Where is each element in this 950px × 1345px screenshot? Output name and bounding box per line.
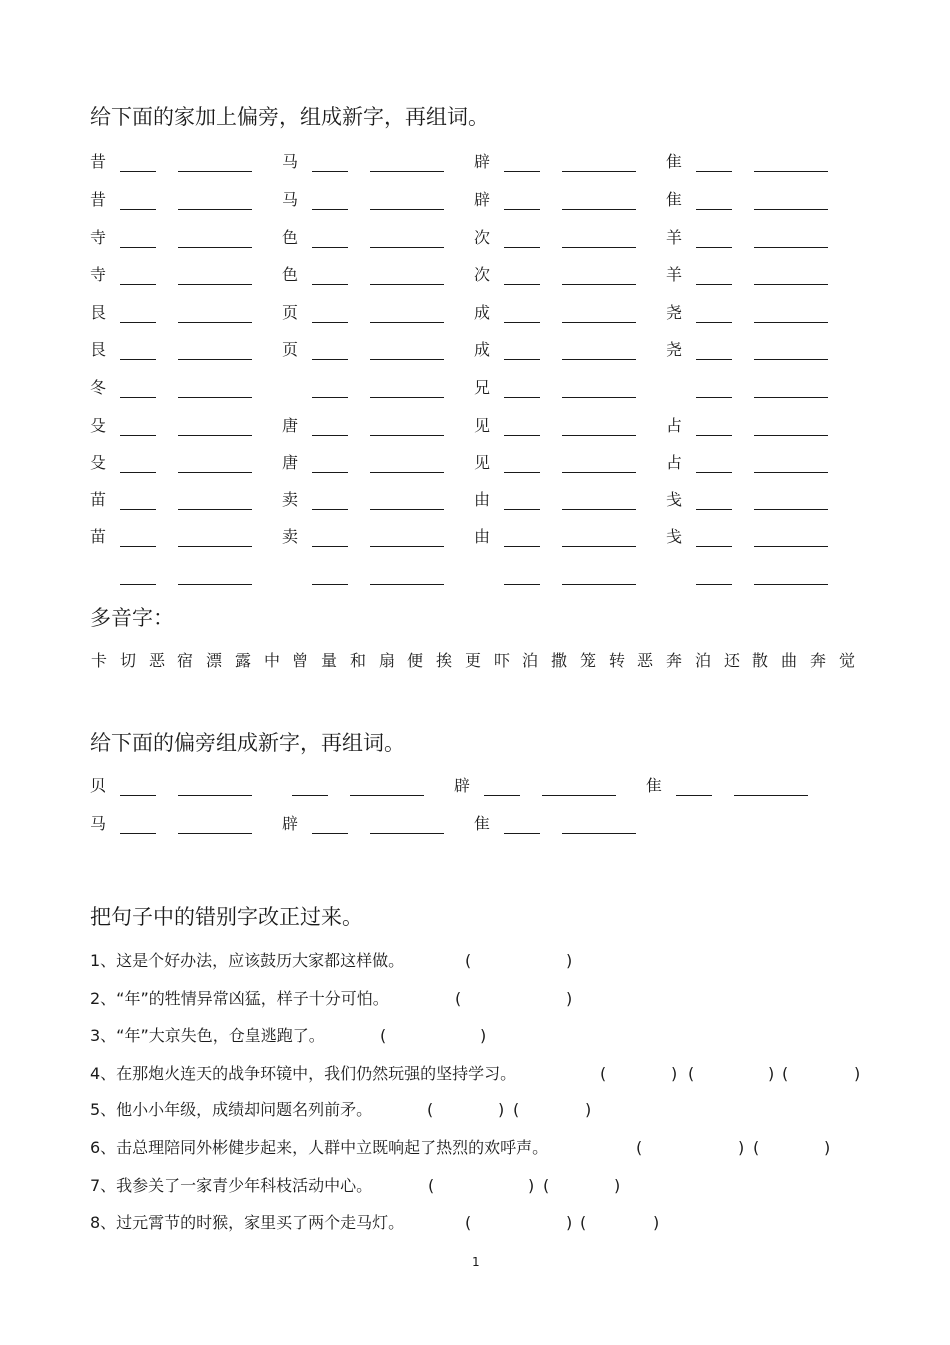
answer-paren-open[interactable]: ( bbox=[465, 1213, 472, 1232]
char-blank[interactable] bbox=[312, 359, 348, 360]
polyphone-char: 奔 bbox=[810, 651, 827, 670]
answer-paren-close: ) bbox=[480, 1026, 487, 1045]
answer-paren-close: ) bbox=[585, 1100, 592, 1119]
char-blank[interactable] bbox=[312, 322, 348, 323]
word-blank[interactable] bbox=[370, 584, 444, 585]
word-blank[interactable] bbox=[562, 247, 636, 248]
char-blank[interactable] bbox=[696, 546, 732, 547]
char-blank[interactable] bbox=[504, 322, 540, 323]
char-blank[interactable] bbox=[696, 472, 732, 473]
radical-char: 卖 bbox=[282, 527, 299, 546]
polyphone-char: 恶 bbox=[149, 651, 166, 670]
char-blank[interactable] bbox=[504, 284, 540, 285]
char-blank[interactable] bbox=[120, 284, 156, 285]
page-number: 1 bbox=[472, 1255, 480, 1269]
radical-char: 唐 bbox=[282, 453, 299, 472]
word-blank[interactable] bbox=[370, 472, 444, 473]
radical-char: 昔 bbox=[90, 152, 107, 171]
answer-paren-open[interactable]: ( bbox=[543, 1176, 550, 1195]
char-blank[interactable] bbox=[312, 472, 348, 473]
radical-char: 苗 bbox=[90, 527, 107, 546]
answer-paren-close: ) bbox=[738, 1138, 745, 1157]
sentence: 5、他小小年级，成绩却问题名列前矛。 bbox=[90, 1100, 373, 1119]
radical-char: 隹 bbox=[666, 152, 683, 171]
polyphone-char: 更 bbox=[465, 651, 482, 670]
word-blank[interactable] bbox=[178, 359, 252, 360]
char-blank[interactable] bbox=[312, 171, 348, 172]
radical-char: 页 bbox=[282, 340, 299, 359]
word-blank[interactable] bbox=[178, 397, 252, 398]
radical-char: 色 bbox=[282, 228, 299, 247]
radical-char: 隹 bbox=[646, 776, 663, 795]
word-blank[interactable] bbox=[562, 171, 636, 172]
sentence: 2、“年”的牲情异常凶猛，样子十分可怕。 bbox=[90, 989, 389, 1008]
word-blank[interactable] bbox=[178, 833, 252, 834]
char-blank[interactable] bbox=[312, 584, 348, 585]
char-blank[interactable] bbox=[504, 833, 540, 834]
sentence: 6、击总理陪同外彬健步起来，人群中立既响起了热烈的欢呼声。 bbox=[90, 1138, 549, 1157]
word-blank[interactable] bbox=[178, 472, 252, 473]
radical-char: 见 bbox=[474, 453, 491, 472]
sentence: 8、过元霄节的时猴，家里买了两个走马灯。 bbox=[90, 1213, 405, 1232]
word-blank[interactable] bbox=[754, 171, 828, 172]
polyphone-char: 恶 bbox=[637, 651, 654, 670]
char-blank[interactable] bbox=[312, 546, 348, 547]
word-blank[interactable] bbox=[370, 359, 444, 360]
polyphone-char: 散 bbox=[752, 651, 769, 670]
radical-char: 戋 bbox=[666, 490, 683, 509]
char-blank[interactable] bbox=[120, 171, 156, 172]
polyphone-char: 觉 bbox=[839, 651, 856, 670]
char-blank[interactable] bbox=[696, 322, 732, 323]
word-blank[interactable] bbox=[754, 322, 828, 323]
section3-title: 给下面的偏旁组成新字，再组词。 bbox=[90, 731, 405, 755]
radical-char: 昔 bbox=[90, 190, 107, 209]
answer-paren-close: ) bbox=[671, 1064, 678, 1083]
word-blank[interactable] bbox=[178, 509, 252, 510]
word-blank[interactable] bbox=[754, 359, 828, 360]
radical-char: 隹 bbox=[666, 190, 683, 209]
polyphone-char: 扇 bbox=[379, 651, 396, 670]
section2-title: 多音字： bbox=[90, 606, 174, 630]
word-blank[interactable] bbox=[370, 833, 444, 834]
radical-char: 苗 bbox=[90, 490, 107, 509]
word-blank[interactable] bbox=[754, 509, 828, 510]
polyphone-char: 漂 bbox=[206, 651, 223, 670]
char-blank[interactable] bbox=[120, 209, 156, 210]
word-blank[interactable] bbox=[178, 435, 252, 436]
polyphone-char: 和 bbox=[350, 651, 367, 670]
answer-paren-close: ) bbox=[614, 1176, 621, 1195]
answer-paren-open[interactable]: ( bbox=[513, 1100, 520, 1119]
char-blank[interactable] bbox=[312, 509, 348, 510]
radical-char: 马 bbox=[282, 190, 299, 209]
radical-char: 次 bbox=[474, 265, 491, 284]
char-blank[interactable] bbox=[504, 397, 540, 398]
word-blank[interactable] bbox=[370, 397, 444, 398]
word-blank[interactable] bbox=[754, 435, 828, 436]
char-blank[interactable] bbox=[504, 209, 540, 210]
char-blank[interactable] bbox=[312, 247, 348, 248]
char-blank[interactable] bbox=[312, 397, 348, 398]
char-blank[interactable] bbox=[676, 795, 712, 796]
polyphone-char: 露 bbox=[235, 651, 252, 670]
radical-char: 寺 bbox=[90, 265, 107, 284]
polyphone-char: 笼 bbox=[580, 651, 597, 670]
word-blank[interactable] bbox=[370, 322, 444, 323]
word-blank[interactable] bbox=[562, 584, 636, 585]
radical-char: 辟 bbox=[282, 814, 299, 833]
char-blank[interactable] bbox=[696, 509, 732, 510]
answer-paren-open[interactable]: ( bbox=[428, 1176, 435, 1195]
radical-char: 占 bbox=[666, 453, 683, 472]
sentence: 3、“年”大京失色，仓皇逃跑了。 bbox=[90, 1026, 325, 1045]
char-blank[interactable] bbox=[120, 397, 156, 398]
word-blank[interactable] bbox=[754, 284, 828, 285]
char-blank[interactable] bbox=[504, 472, 540, 473]
radical-char: 马 bbox=[282, 152, 299, 171]
section1-title: 给下面的家加上偏旁，组成新字，再组词。 bbox=[90, 105, 489, 129]
char-blank[interactable] bbox=[696, 284, 732, 285]
char-blank[interactable] bbox=[504, 359, 540, 360]
radical-char: 殳 bbox=[90, 416, 107, 435]
polyphone-char: 撒 bbox=[551, 651, 568, 670]
word-blank[interactable] bbox=[370, 509, 444, 510]
char-blank[interactable] bbox=[504, 435, 540, 436]
radical-char: 辟 bbox=[474, 152, 491, 171]
answer-paren-open[interactable]: ( bbox=[455, 989, 462, 1008]
answer-paren-open[interactable]: ( bbox=[753, 1138, 760, 1157]
sentence: 4、在那炮火连天的战争环镜中，我们仍然玩强的坚持学习。 bbox=[90, 1064, 517, 1083]
radical-char: 戋 bbox=[666, 527, 683, 546]
word-blank[interactable] bbox=[562, 546, 636, 547]
answer-paren-open[interactable]: ( bbox=[427, 1100, 434, 1119]
char-blank[interactable] bbox=[696, 247, 732, 248]
radical-char: 隹 bbox=[474, 814, 491, 833]
radical-char: 唐 bbox=[282, 416, 299, 435]
polyphone-char: 宿 bbox=[177, 651, 194, 670]
answer-paren-close: ) bbox=[824, 1138, 831, 1157]
polyphone-char: 转 bbox=[609, 651, 626, 670]
char-blank[interactable] bbox=[484, 795, 520, 796]
radical-char: 马 bbox=[90, 814, 107, 833]
char-blank[interactable] bbox=[504, 546, 540, 547]
word-blank[interactable] bbox=[370, 546, 444, 547]
polyphone-char: 挨 bbox=[436, 651, 453, 670]
answer-paren-open[interactable]: ( bbox=[580, 1213, 587, 1232]
radical-char: 见 bbox=[474, 416, 491, 435]
word-blank[interactable] bbox=[542, 795, 616, 796]
radical-char: 尧 bbox=[666, 340, 683, 359]
radical-char: 羊 bbox=[666, 228, 683, 247]
polyphone-char: 卡 bbox=[91, 651, 108, 670]
answer-paren-close: ) bbox=[566, 1213, 573, 1232]
radical-char: 占 bbox=[666, 416, 683, 435]
word-blank[interactable] bbox=[178, 584, 252, 585]
polyphone-char: 还 bbox=[724, 651, 741, 670]
radical-char: 贝 bbox=[90, 776, 107, 795]
radical-char: 辟 bbox=[474, 190, 491, 209]
word-blank[interactable] bbox=[562, 435, 636, 436]
radical-char: 羊 bbox=[666, 265, 683, 284]
word-blank[interactable] bbox=[562, 209, 636, 210]
answer-paren-open[interactable]: ( bbox=[688, 1064, 695, 1083]
word-blank[interactable] bbox=[350, 795, 424, 796]
word-blank[interactable] bbox=[178, 209, 252, 210]
char-blank[interactable] bbox=[120, 322, 156, 323]
word-blank[interactable] bbox=[754, 247, 828, 248]
char-blank[interactable] bbox=[696, 359, 732, 360]
radical-char: 页 bbox=[282, 303, 299, 322]
char-blank[interactable] bbox=[120, 359, 156, 360]
sentence: 1、这是个好办法，应该鼓历大家都这样做。 bbox=[90, 951, 405, 970]
word-blank[interactable] bbox=[562, 284, 636, 285]
char-blank[interactable] bbox=[120, 247, 156, 248]
polyphone-char: 泊 bbox=[695, 651, 712, 670]
answer-paren-open[interactable]: ( bbox=[636, 1138, 643, 1157]
polyphone-char: 曾 bbox=[292, 651, 309, 670]
word-blank[interactable] bbox=[178, 284, 252, 285]
polyphone-char: 中 bbox=[264, 651, 281, 670]
word-blank[interactable] bbox=[754, 209, 828, 210]
word-blank[interactable] bbox=[370, 435, 444, 436]
char-blank[interactable] bbox=[120, 546, 156, 547]
word-blank[interactable] bbox=[562, 322, 636, 323]
polyphone-char: 曲 bbox=[781, 651, 798, 670]
char-blank[interactable] bbox=[504, 171, 540, 172]
polyphone-char: 奔 bbox=[666, 651, 683, 670]
word-blank[interactable] bbox=[734, 795, 808, 796]
sentence: 7、我参关了一家青少年科枝活动中心。 bbox=[90, 1176, 373, 1195]
word-blank[interactable] bbox=[754, 546, 828, 547]
answer-paren-close: ) bbox=[566, 989, 573, 1008]
word-blank[interactable] bbox=[370, 171, 444, 172]
radical-char: 艮 bbox=[90, 303, 107, 322]
word-blank[interactable] bbox=[754, 397, 828, 398]
char-blank[interactable] bbox=[504, 509, 540, 510]
word-blank[interactable] bbox=[178, 247, 252, 248]
char-blank[interactable] bbox=[120, 472, 156, 473]
radical-char: 殳 bbox=[90, 453, 107, 472]
char-blank[interactable] bbox=[696, 397, 732, 398]
word-blank[interactable] bbox=[562, 359, 636, 360]
section4-title: 把句子中的错别字改正过来。 bbox=[90, 905, 363, 929]
radical-char: 辟 bbox=[454, 776, 471, 795]
answer-paren-close: ) bbox=[498, 1100, 505, 1119]
char-blank[interactable] bbox=[312, 435, 348, 436]
polyphone-char: 便 bbox=[407, 651, 424, 670]
word-blank[interactable] bbox=[754, 584, 828, 585]
word-blank[interactable] bbox=[370, 247, 444, 248]
radical-char: 次 bbox=[474, 228, 491, 247]
word-blank[interactable] bbox=[370, 209, 444, 210]
char-blank[interactable] bbox=[292, 795, 328, 796]
word-blank[interactable] bbox=[562, 833, 636, 834]
radical-char: 成 bbox=[474, 340, 491, 359]
polyphone-char: 吓 bbox=[494, 651, 511, 670]
word-blank[interactable] bbox=[178, 322, 252, 323]
radical-char: 艮 bbox=[90, 340, 107, 359]
radical-char: 寺 bbox=[90, 228, 107, 247]
radical-char: 冬 bbox=[90, 378, 107, 397]
char-blank[interactable] bbox=[312, 833, 348, 834]
answer-paren-close: ) bbox=[566, 951, 573, 970]
word-blank[interactable] bbox=[178, 171, 252, 172]
radical-char: 成 bbox=[474, 303, 491, 322]
char-blank[interactable] bbox=[120, 435, 156, 436]
radical-char: 色 bbox=[282, 265, 299, 284]
word-blank[interactable] bbox=[754, 472, 828, 473]
char-blank[interactable] bbox=[120, 833, 156, 834]
polyphone-char: 量 bbox=[321, 651, 338, 670]
char-blank[interactable] bbox=[120, 584, 156, 585]
char-blank[interactable] bbox=[696, 171, 732, 172]
word-blank[interactable] bbox=[178, 795, 252, 796]
char-blank[interactable] bbox=[120, 795, 156, 796]
radical-char: 兄 bbox=[474, 378, 491, 397]
word-blank[interactable] bbox=[562, 397, 636, 398]
radical-char: 卖 bbox=[282, 490, 299, 509]
word-blank[interactable] bbox=[562, 509, 636, 510]
answer-paren-close: ) bbox=[854, 1064, 861, 1083]
char-blank[interactable] bbox=[312, 284, 348, 285]
char-blank[interactable] bbox=[696, 209, 732, 210]
radical-char: 尧 bbox=[666, 303, 683, 322]
word-blank[interactable] bbox=[370, 284, 444, 285]
answer-paren-open[interactable]: ( bbox=[600, 1064, 607, 1083]
char-blank[interactable] bbox=[120, 509, 156, 510]
char-blank[interactable] bbox=[312, 209, 348, 210]
word-blank[interactable] bbox=[562, 472, 636, 473]
answer-paren-close: ) bbox=[528, 1176, 535, 1195]
answer-paren-close: ) bbox=[653, 1213, 660, 1232]
char-blank[interactable] bbox=[696, 584, 732, 585]
answer-paren-close: ) bbox=[768, 1064, 775, 1083]
polyphone-char: 切 bbox=[120, 651, 137, 670]
answer-paren-open[interactable]: ( bbox=[380, 1026, 387, 1045]
polyphone-char: 泊 bbox=[522, 651, 539, 670]
answer-paren-open[interactable]: ( bbox=[465, 951, 472, 970]
char-blank[interactable] bbox=[504, 247, 540, 248]
word-blank[interactable] bbox=[178, 546, 252, 547]
char-blank[interactable] bbox=[696, 435, 732, 436]
char-blank[interactable] bbox=[504, 584, 540, 585]
radical-char: 由 bbox=[474, 527, 491, 546]
answer-paren-open[interactable]: ( bbox=[782, 1064, 789, 1083]
radical-char: 由 bbox=[474, 490, 491, 509]
